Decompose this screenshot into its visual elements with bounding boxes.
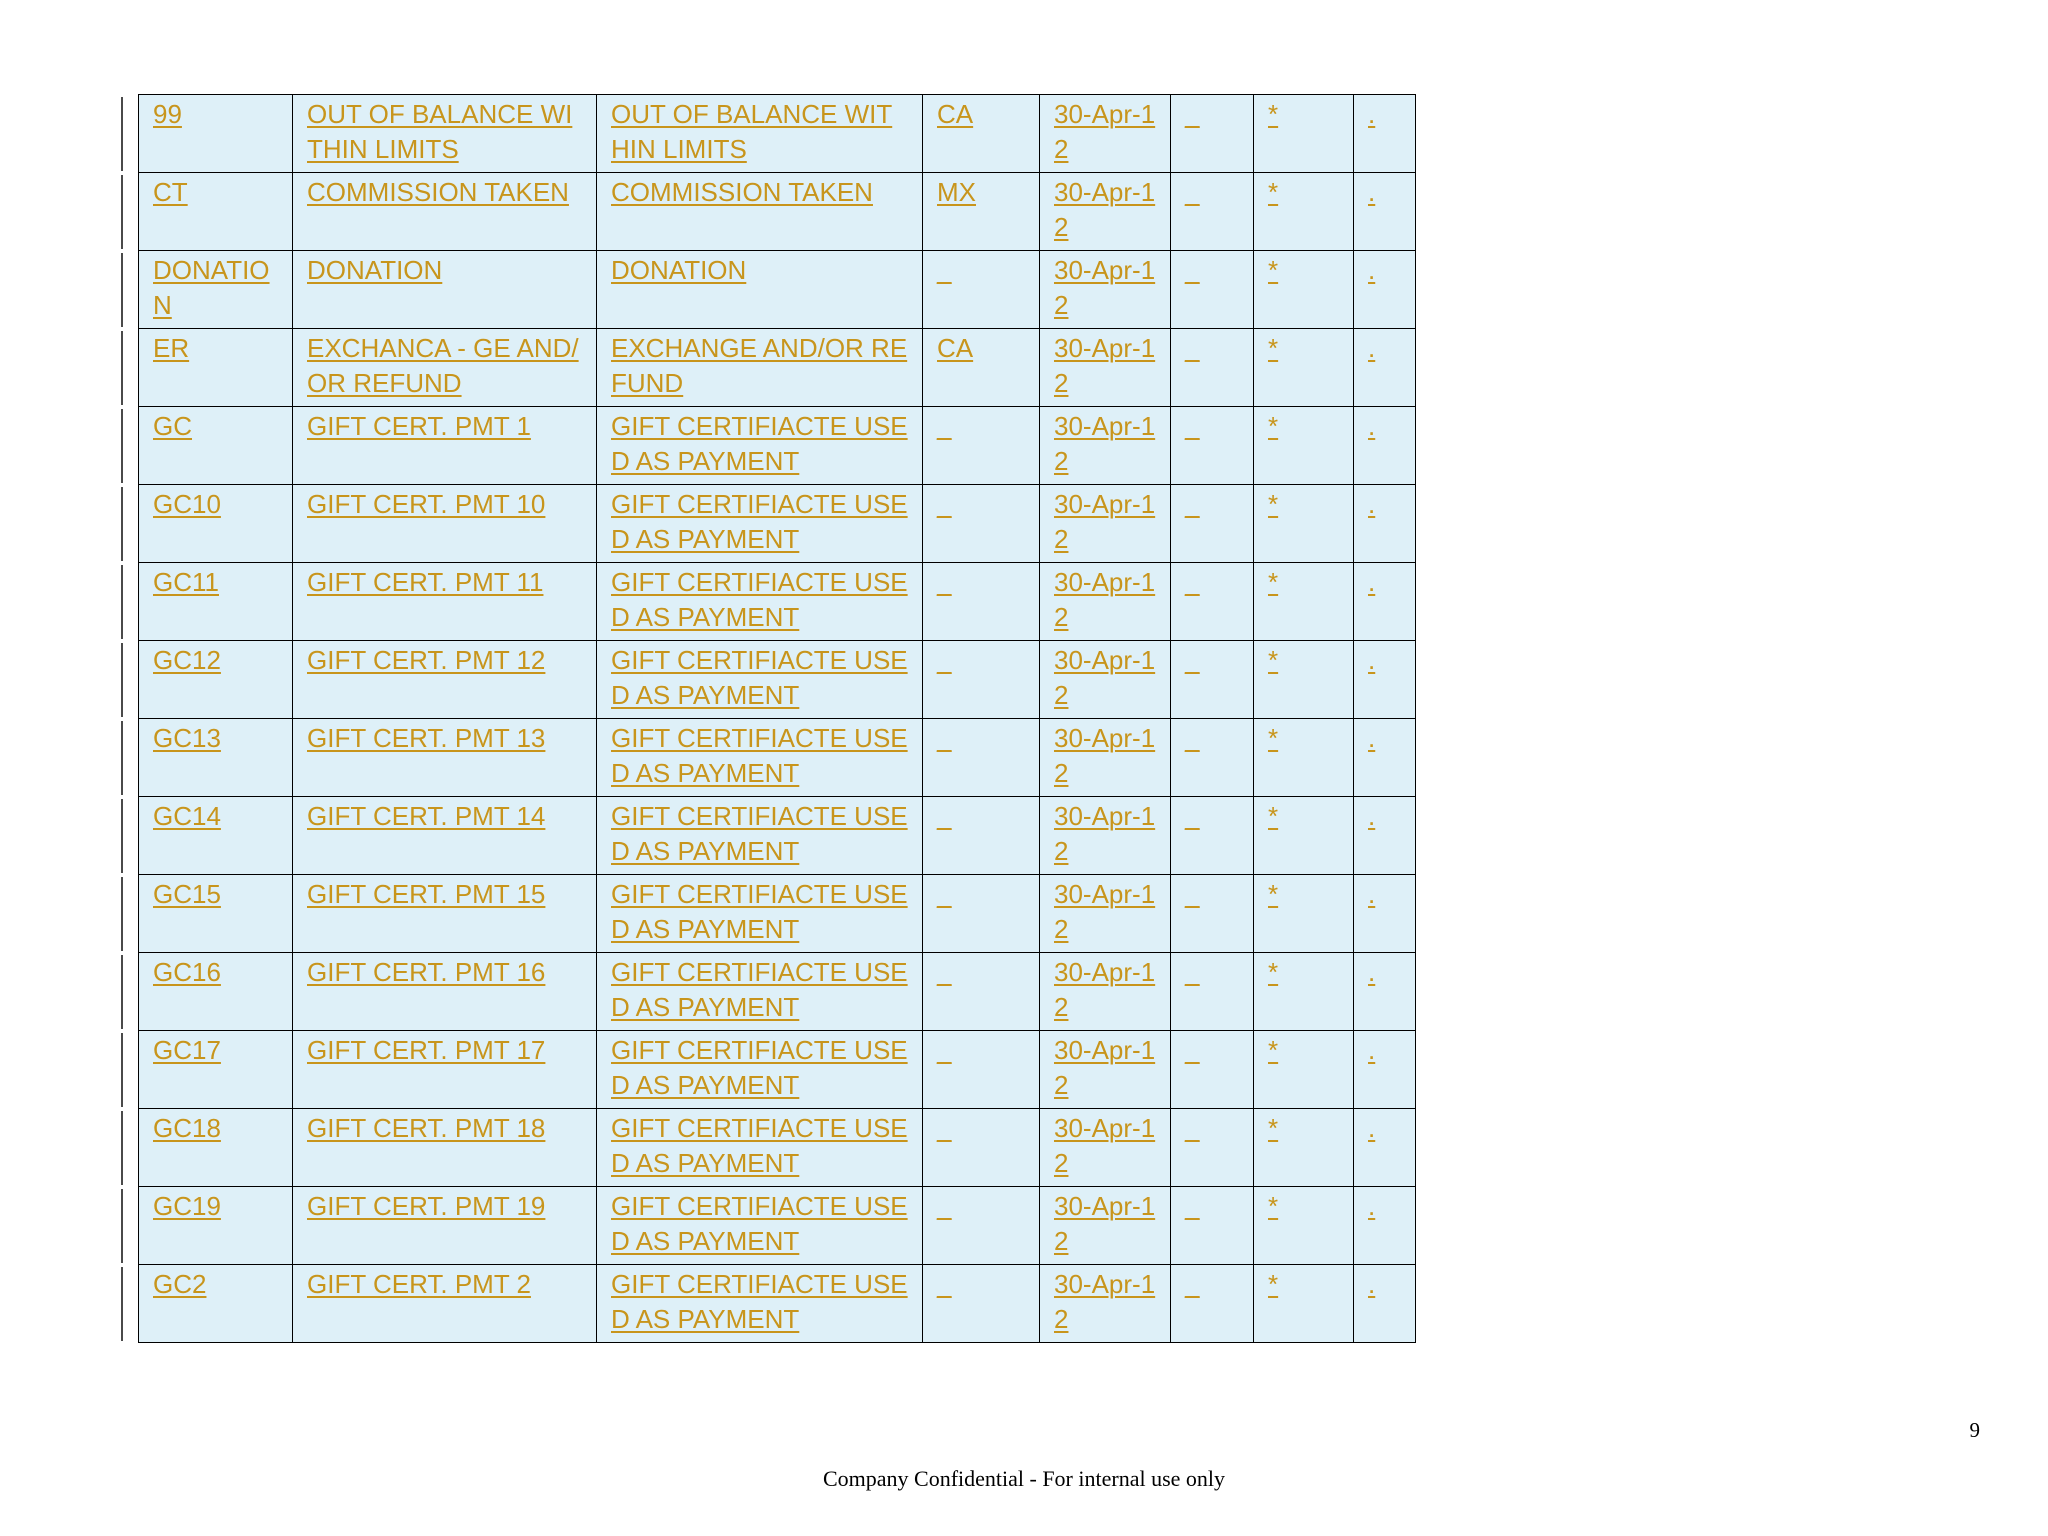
cell-code <box>139 251 293 329</box>
cell-flag <box>1254 719 1354 797</box>
cell-field-8 <box>1354 1109 1416 1187</box>
long-desc-link[interactable]: GIFT CERTIFIACTE USED AS PAYMENT <box>611 801 908 866</box>
table-row <box>139 173 1416 251</box>
field-8-link[interactable]: . <box>1368 879 1376 909</box>
cell-type <box>923 329 1040 407</box>
field-6-link[interactable]: _ <box>1185 411 1200 441</box>
cell-code <box>139 1109 293 1187</box>
change-bar <box>121 409 123 483</box>
flag-link[interactable]: * <box>1268 177 1279 207</box>
cell-code <box>139 485 293 563</box>
change-bar <box>121 97 123 171</box>
flag-link[interactable]: * <box>1268 333 1279 363</box>
cell-long-desc <box>597 95 923 173</box>
cell-type <box>923 407 1040 485</box>
field-8-link[interactable]: . <box>1368 177 1376 207</box>
flag-link[interactable]: * <box>1268 489 1279 519</box>
field-8-link[interactable]: . <box>1368 1035 1376 1065</box>
date-link[interactable]: 30-Apr-12 <box>1054 723 1156 788</box>
short-desc-link[interactable]: GIFT CERT. PMT 14 <box>307 801 546 831</box>
cell-short-desc <box>293 1265 597 1343</box>
code-link[interactable]: GC12 <box>153 645 221 675</box>
date-link[interactable]: 30-Apr-12 <box>1054 957 1156 1022</box>
date-link[interactable]: 30-Apr-12 <box>1054 411 1156 476</box>
type-link[interactable]: _ <box>937 645 952 675</box>
cell-short-desc <box>293 251 597 329</box>
type-link[interactable]: _ <box>937 1113 952 1143</box>
cell-short-desc <box>293 1187 597 1265</box>
short-desc-link[interactable]: OUT OF BALANCE WITHIN LIMITS <box>307 99 573 164</box>
change-bar <box>121 1111 123 1185</box>
code-table-body <box>139 95 1416 1343</box>
cell-flag <box>1254 641 1354 719</box>
cell-short-desc <box>293 407 597 485</box>
date-link[interactable]: 30-Apr-12 <box>1054 1191 1156 1256</box>
code-link[interactable]: 99 <box>153 99 182 129</box>
type-link[interactable]: CA <box>937 99 974 129</box>
type-link[interactable]: _ <box>937 1191 952 1221</box>
flag-link[interactable]: * <box>1268 1269 1279 1299</box>
cell-date <box>1040 953 1171 1031</box>
cell-type <box>923 1265 1040 1343</box>
flag-link[interactable]: * <box>1268 567 1279 597</box>
cell-short-desc <box>293 641 597 719</box>
type-link[interactable]: _ <box>937 723 952 753</box>
field-6-link[interactable]: _ <box>1185 1269 1200 1299</box>
cell-type <box>923 953 1040 1031</box>
cell-type <box>923 797 1040 875</box>
long-desc-link[interactable]: GIFT CERTIFIACTE USED AS PAYMENT <box>611 645 908 710</box>
flag-link[interactable]: * <box>1268 645 1279 675</box>
cell-long-desc <box>597 251 923 329</box>
cell-code <box>139 953 293 1031</box>
cell-short-desc <box>293 485 597 563</box>
field-8-link[interactable]: . <box>1368 567 1376 597</box>
short-desc-link[interactable]: EXCHANCA - GE AND/OR REFUND <box>307 333 579 398</box>
field-8-link[interactable]: . <box>1368 489 1376 519</box>
cell-type <box>923 1031 1040 1109</box>
cell-field-6 <box>1171 797 1254 875</box>
flag-link[interactable]: * <box>1268 957 1279 987</box>
table-row <box>139 1265 1416 1343</box>
flag-link[interactable]: * <box>1268 723 1279 753</box>
cell-flag <box>1254 329 1354 407</box>
code-link[interactable]: GC17 <box>153 1035 221 1065</box>
type-link[interactable]: _ <box>937 1035 952 1065</box>
cell-date <box>1040 329 1171 407</box>
cell-field-8 <box>1354 251 1416 329</box>
field-8-link[interactable]: . <box>1368 801 1376 831</box>
date-link[interactable]: 30-Apr-12 <box>1054 489 1156 554</box>
code-link[interactable]: GC10 <box>153 489 221 519</box>
field-6-link[interactable]: _ <box>1185 177 1200 207</box>
date-link[interactable]: 30-Apr-12 <box>1054 1269 1156 1334</box>
table-row <box>139 407 1416 485</box>
long-desc-link[interactable]: DONATION <box>611 255 747 285</box>
short-desc-link[interactable]: GIFT CERT. PMT 15 <box>307 879 546 909</box>
field-8-link[interactable]: . <box>1368 1269 1376 1299</box>
cell-code <box>139 1031 293 1109</box>
field-6-link[interactable]: _ <box>1185 1035 1200 1065</box>
cell-flag <box>1254 1265 1354 1343</box>
short-desc-link[interactable]: GIFT CERT. PMT 19 <box>307 1191 546 1221</box>
flag-link[interactable]: * <box>1268 879 1279 909</box>
long-desc-link[interactable]: GIFT CERTIFIACTE USED AS PAYMENT <box>611 957 908 1022</box>
table-row <box>139 719 1416 797</box>
field-6-link[interactable]: _ <box>1185 645 1200 675</box>
cell-long-desc <box>597 1265 923 1343</box>
code-link[interactable]: GC18 <box>153 1113 221 1143</box>
cell-code <box>139 641 293 719</box>
long-desc-link[interactable]: GIFT CERTIFIACTE USED AS PAYMENT <box>611 567 908 632</box>
cell-date <box>1040 95 1171 173</box>
cell-long-desc <box>597 875 923 953</box>
cell-field-6 <box>1171 485 1254 563</box>
field-8-link[interactable]: . <box>1368 99 1376 129</box>
table-row <box>139 953 1416 1031</box>
cell-long-desc <box>597 641 923 719</box>
page-number: 9 <box>1969 1418 1980 1442</box>
cell-date <box>1040 407 1171 485</box>
cell-short-desc <box>293 875 597 953</box>
cell-flag <box>1254 797 1354 875</box>
cell-long-desc <box>597 485 923 563</box>
type-link[interactable]: _ <box>937 879 952 909</box>
field-6-link[interactable]: _ <box>1185 567 1200 597</box>
flag-link[interactable]: * <box>1268 411 1279 441</box>
cell-date <box>1040 173 1171 251</box>
change-bar <box>121 1267 123 1341</box>
long-desc-link[interactable]: GIFT CERTIFIACTE USED AS PAYMENT <box>611 411 908 476</box>
cell-field-6 <box>1171 173 1254 251</box>
code-link[interactable]: GC14 <box>153 801 221 831</box>
cell-type <box>923 719 1040 797</box>
table-row <box>139 95 1416 173</box>
cell-long-desc <box>597 329 923 407</box>
table-row <box>139 1187 1416 1265</box>
type-link[interactable]: MX <box>937 177 976 207</box>
code-link[interactable]: GC19 <box>153 1191 221 1221</box>
code-link[interactable]: DONATION <box>153 255 270 320</box>
field-6-link[interactable]: _ <box>1185 723 1200 753</box>
cell-type <box>923 641 1040 719</box>
cell-long-desc <box>597 173 923 251</box>
date-link[interactable]: 30-Apr-12 <box>1054 1113 1156 1178</box>
change-bar <box>121 877 123 951</box>
cell-type <box>923 875 1040 953</box>
field-8-link[interactable]: . <box>1368 255 1376 285</box>
cell-field-8 <box>1354 95 1416 173</box>
cell-field-8 <box>1354 407 1416 485</box>
cell-long-desc <box>597 953 923 1031</box>
cell-short-desc <box>293 329 597 407</box>
cell-field-6 <box>1171 563 1254 641</box>
long-desc-link[interactable]: OUT OF BALANCE WITHIN LIMITS <box>611 99 893 164</box>
long-desc-link[interactable]: GIFT CERTIFIACTE USED AS PAYMENT <box>611 723 908 788</box>
type-link[interactable]: _ <box>937 411 952 441</box>
field-6-link[interactable]: _ <box>1185 99 1200 129</box>
cell-field-8 <box>1354 1265 1416 1343</box>
cell-long-desc <box>597 1187 923 1265</box>
cell-code <box>139 1265 293 1343</box>
change-bar <box>121 1033 123 1107</box>
cell-short-desc <box>293 953 597 1031</box>
cell-code <box>139 329 293 407</box>
cell-short-desc <box>293 563 597 641</box>
date-link[interactable]: 30-Apr-12 <box>1054 99 1156 164</box>
table-row <box>139 1031 1416 1109</box>
long-desc-link[interactable]: GIFT CERTIFIACTE USED AS PAYMENT <box>611 1191 908 1256</box>
table-row <box>139 485 1416 563</box>
cell-field-6 <box>1171 251 1254 329</box>
cell-long-desc <box>597 797 923 875</box>
change-bar <box>121 253 123 327</box>
cell-field-6 <box>1171 1265 1254 1343</box>
cell-field-8 <box>1354 329 1416 407</box>
cell-date <box>1040 563 1171 641</box>
cell-code <box>139 173 293 251</box>
cell-flag <box>1254 875 1354 953</box>
cell-code <box>139 95 293 173</box>
type-link[interactable]: _ <box>937 489 952 519</box>
change-bar <box>121 331 123 405</box>
field-8-link[interactable]: . <box>1368 723 1376 753</box>
cell-code <box>139 875 293 953</box>
cell-date <box>1040 1109 1171 1187</box>
cell-field-6 <box>1171 95 1254 173</box>
cell-short-desc <box>293 797 597 875</box>
long-desc-link[interactable]: GIFT CERTIFIACTE USED AS PAYMENT <box>611 489 908 554</box>
cell-code <box>139 407 293 485</box>
cell-field-8 <box>1354 563 1416 641</box>
date-link[interactable]: 30-Apr-12 <box>1054 255 1156 320</box>
cell-flag <box>1254 173 1354 251</box>
short-desc-link[interactable]: GIFT CERT. PMT 16 <box>307 957 546 987</box>
field-6-link[interactable]: _ <box>1185 1191 1200 1221</box>
cell-flag <box>1254 485 1354 563</box>
cell-short-desc <box>293 95 597 173</box>
cell-flag <box>1254 407 1354 485</box>
cell-long-desc <box>597 1109 923 1187</box>
change-bar <box>121 799 123 873</box>
cell-flag <box>1254 563 1354 641</box>
date-link[interactable]: 30-Apr-12 <box>1054 801 1156 866</box>
field-6-link[interactable]: _ <box>1185 957 1200 987</box>
short-desc-link[interactable]: DONATION <box>307 255 443 285</box>
type-link[interactable]: _ <box>937 1269 952 1299</box>
code-link[interactable]: GC2 <box>153 1269 207 1299</box>
table-row <box>139 875 1416 953</box>
cell-field-8 <box>1354 953 1416 1031</box>
cell-field-6 <box>1171 641 1254 719</box>
table-row <box>139 329 1416 407</box>
cell-date <box>1040 1031 1171 1109</box>
cell-type <box>923 1187 1040 1265</box>
cell-flag <box>1254 251 1354 329</box>
table-row <box>139 1109 1416 1187</box>
field-6-link[interactable]: _ <box>1185 879 1200 909</box>
cell-field-8 <box>1354 797 1416 875</box>
field-6-link[interactable]: _ <box>1185 255 1200 285</box>
cell-long-desc <box>597 563 923 641</box>
cell-field-6 <box>1171 1109 1254 1187</box>
field-8-link[interactable]: . <box>1368 411 1376 441</box>
cell-flag <box>1254 1187 1354 1265</box>
cell-field-6 <box>1171 1031 1254 1109</box>
table-row <box>139 797 1416 875</box>
flag-link[interactable]: * <box>1268 99 1279 129</box>
change-bar <box>121 721 123 795</box>
long-desc-link[interactable]: GIFT CERTIFIACTE USED AS PAYMENT <box>611 879 908 944</box>
type-link[interactable]: _ <box>937 567 952 597</box>
flag-link[interactable]: * <box>1268 1191 1279 1221</box>
cell-date <box>1040 875 1171 953</box>
cell-code <box>139 1187 293 1265</box>
cell-code <box>139 719 293 797</box>
code-link[interactable]: CT <box>153 177 188 207</box>
cell-type <box>923 251 1040 329</box>
cell-type <box>923 485 1040 563</box>
cell-flag <box>1254 1109 1354 1187</box>
short-desc-link[interactable]: COMMISSION TAKEN <box>307 177 569 207</box>
field-8-link[interactable]: . <box>1368 645 1376 675</box>
footer-confidential: Company Confidential - For internal use only <box>822 1466 1226 1491</box>
change-bar <box>121 565 123 639</box>
type-link[interactable]: _ <box>937 801 952 831</box>
long-desc-link[interactable]: COMMISSION TAKEN <box>611 177 873 207</box>
cell-field-8 <box>1354 485 1416 563</box>
field-8-link[interactable]: . <box>1368 1113 1376 1143</box>
cell-field-6 <box>1171 407 1254 485</box>
date-link[interactable]: 30-Apr-12 <box>1054 177 1156 242</box>
short-desc-link[interactable]: GIFT CERT. PMT 10 <box>307 489 546 519</box>
cell-long-desc <box>597 719 923 797</box>
cell-flag <box>1254 95 1354 173</box>
change-bar <box>121 175 123 249</box>
cell-date <box>1040 797 1171 875</box>
cell-date <box>1040 251 1171 329</box>
change-bar <box>121 1189 123 1263</box>
field-8-link[interactable]: . <box>1368 957 1376 987</box>
code-link[interactable]: GC13 <box>153 723 221 753</box>
date-link[interactable]: 30-Apr-12 <box>1054 879 1156 944</box>
code-link[interactable]: GC15 <box>153 879 221 909</box>
table-row <box>139 641 1416 719</box>
cell-code <box>139 797 293 875</box>
date-link[interactable]: 30-Apr-12 <box>1054 333 1156 398</box>
change-bar <box>121 643 123 717</box>
cell-type <box>923 563 1040 641</box>
type-link[interactable]: CA <box>937 333 974 363</box>
short-desc-link[interactable]: GIFT CERT. PMT 11 <box>307 567 544 597</box>
cell-type <box>923 95 1040 173</box>
type-link[interactable]: _ <box>937 255 952 285</box>
cell-field-8 <box>1354 641 1416 719</box>
table-row <box>139 251 1416 329</box>
cell-date <box>1040 641 1171 719</box>
cell-long-desc <box>597 1031 923 1109</box>
code-link[interactable]: GC11 <box>153 567 219 597</box>
change-bar <box>121 487 123 561</box>
short-desc-link[interactable]: GIFT CERT. PMT 2 <box>307 1269 531 1299</box>
cell-field-6 <box>1171 329 1254 407</box>
short-desc-link[interactable]: GIFT CERT. PMT 12 <box>307 645 546 675</box>
cell-field-8 <box>1354 1031 1416 1109</box>
cell-type <box>923 1109 1040 1187</box>
long-desc-link[interactable]: GIFT CERTIFIACTE USED AS PAYMENT <box>611 1269 908 1334</box>
cell-short-desc <box>293 173 597 251</box>
long-desc-link[interactable]: GIFT CERTIFIACTE USED AS PAYMENT <box>611 1113 908 1178</box>
cell-long-desc <box>597 407 923 485</box>
cell-field-6 <box>1171 875 1254 953</box>
field-6-link[interactable]: _ <box>1185 801 1200 831</box>
cell-type <box>923 173 1040 251</box>
field-8-link[interactable]: . <box>1368 333 1376 363</box>
cell-date <box>1040 719 1171 797</box>
short-desc-link[interactable]: GIFT CERT. PMT 13 <box>307 723 546 753</box>
cell-short-desc <box>293 719 597 797</box>
code-link[interactable]: GC16 <box>153 957 221 987</box>
date-link[interactable]: 30-Apr-12 <box>1054 1035 1156 1100</box>
flag-link[interactable]: * <box>1268 1113 1279 1143</box>
cell-flag <box>1254 953 1354 1031</box>
flag-link[interactable]: * <box>1268 1035 1279 1065</box>
cell-flag <box>1254 1031 1354 1109</box>
code-link[interactable]: ER <box>153 333 190 363</box>
field-6-link[interactable]: _ <box>1185 1113 1200 1143</box>
cell-field-8 <box>1354 875 1416 953</box>
cell-date <box>1040 1265 1171 1343</box>
short-desc-link[interactable]: GIFT CERT. PMT 1 <box>307 411 531 441</box>
cell-short-desc <box>293 1109 597 1187</box>
cell-date <box>1040 1187 1171 1265</box>
field-6-link[interactable]: _ <box>1185 489 1200 519</box>
short-desc-link[interactable]: GIFT CERT. PMT 17 <box>307 1035 546 1065</box>
type-link[interactable]: _ <box>937 957 952 987</box>
flag-link[interactable]: * <box>1268 801 1279 831</box>
cell-date <box>1040 485 1171 563</box>
code-table <box>138 94 1416 1343</box>
field-6-link[interactable]: _ <box>1185 333 1200 363</box>
cell-field-6 <box>1171 953 1254 1031</box>
code-link[interactable]: GC <box>153 411 192 441</box>
cell-field-8 <box>1354 1187 1416 1265</box>
flag-link[interactable]: * <box>1268 255 1279 285</box>
table-row <box>139 563 1416 641</box>
long-desc-link[interactable]: EXCHANGE AND/OR REFUND <box>611 333 908 398</box>
date-link[interactable]: 30-Apr-12 <box>1054 645 1156 710</box>
field-8-link[interactable]: . <box>1368 1191 1376 1221</box>
cell-field-6 <box>1171 1187 1254 1265</box>
cell-field-6 <box>1171 719 1254 797</box>
cell-short-desc <box>293 1031 597 1109</box>
cell-field-8 <box>1354 173 1416 251</box>
cell-field-8 <box>1354 719 1416 797</box>
cell-code <box>139 563 293 641</box>
date-link[interactable]: 30-Apr-12 <box>1054 567 1156 632</box>
long-desc-link[interactable]: GIFT CERTIFIACTE USED AS PAYMENT <box>611 1035 908 1100</box>
short-desc-link[interactable]: GIFT CERT. PMT 18 <box>307 1113 546 1143</box>
change-bar <box>121 955 123 1029</box>
